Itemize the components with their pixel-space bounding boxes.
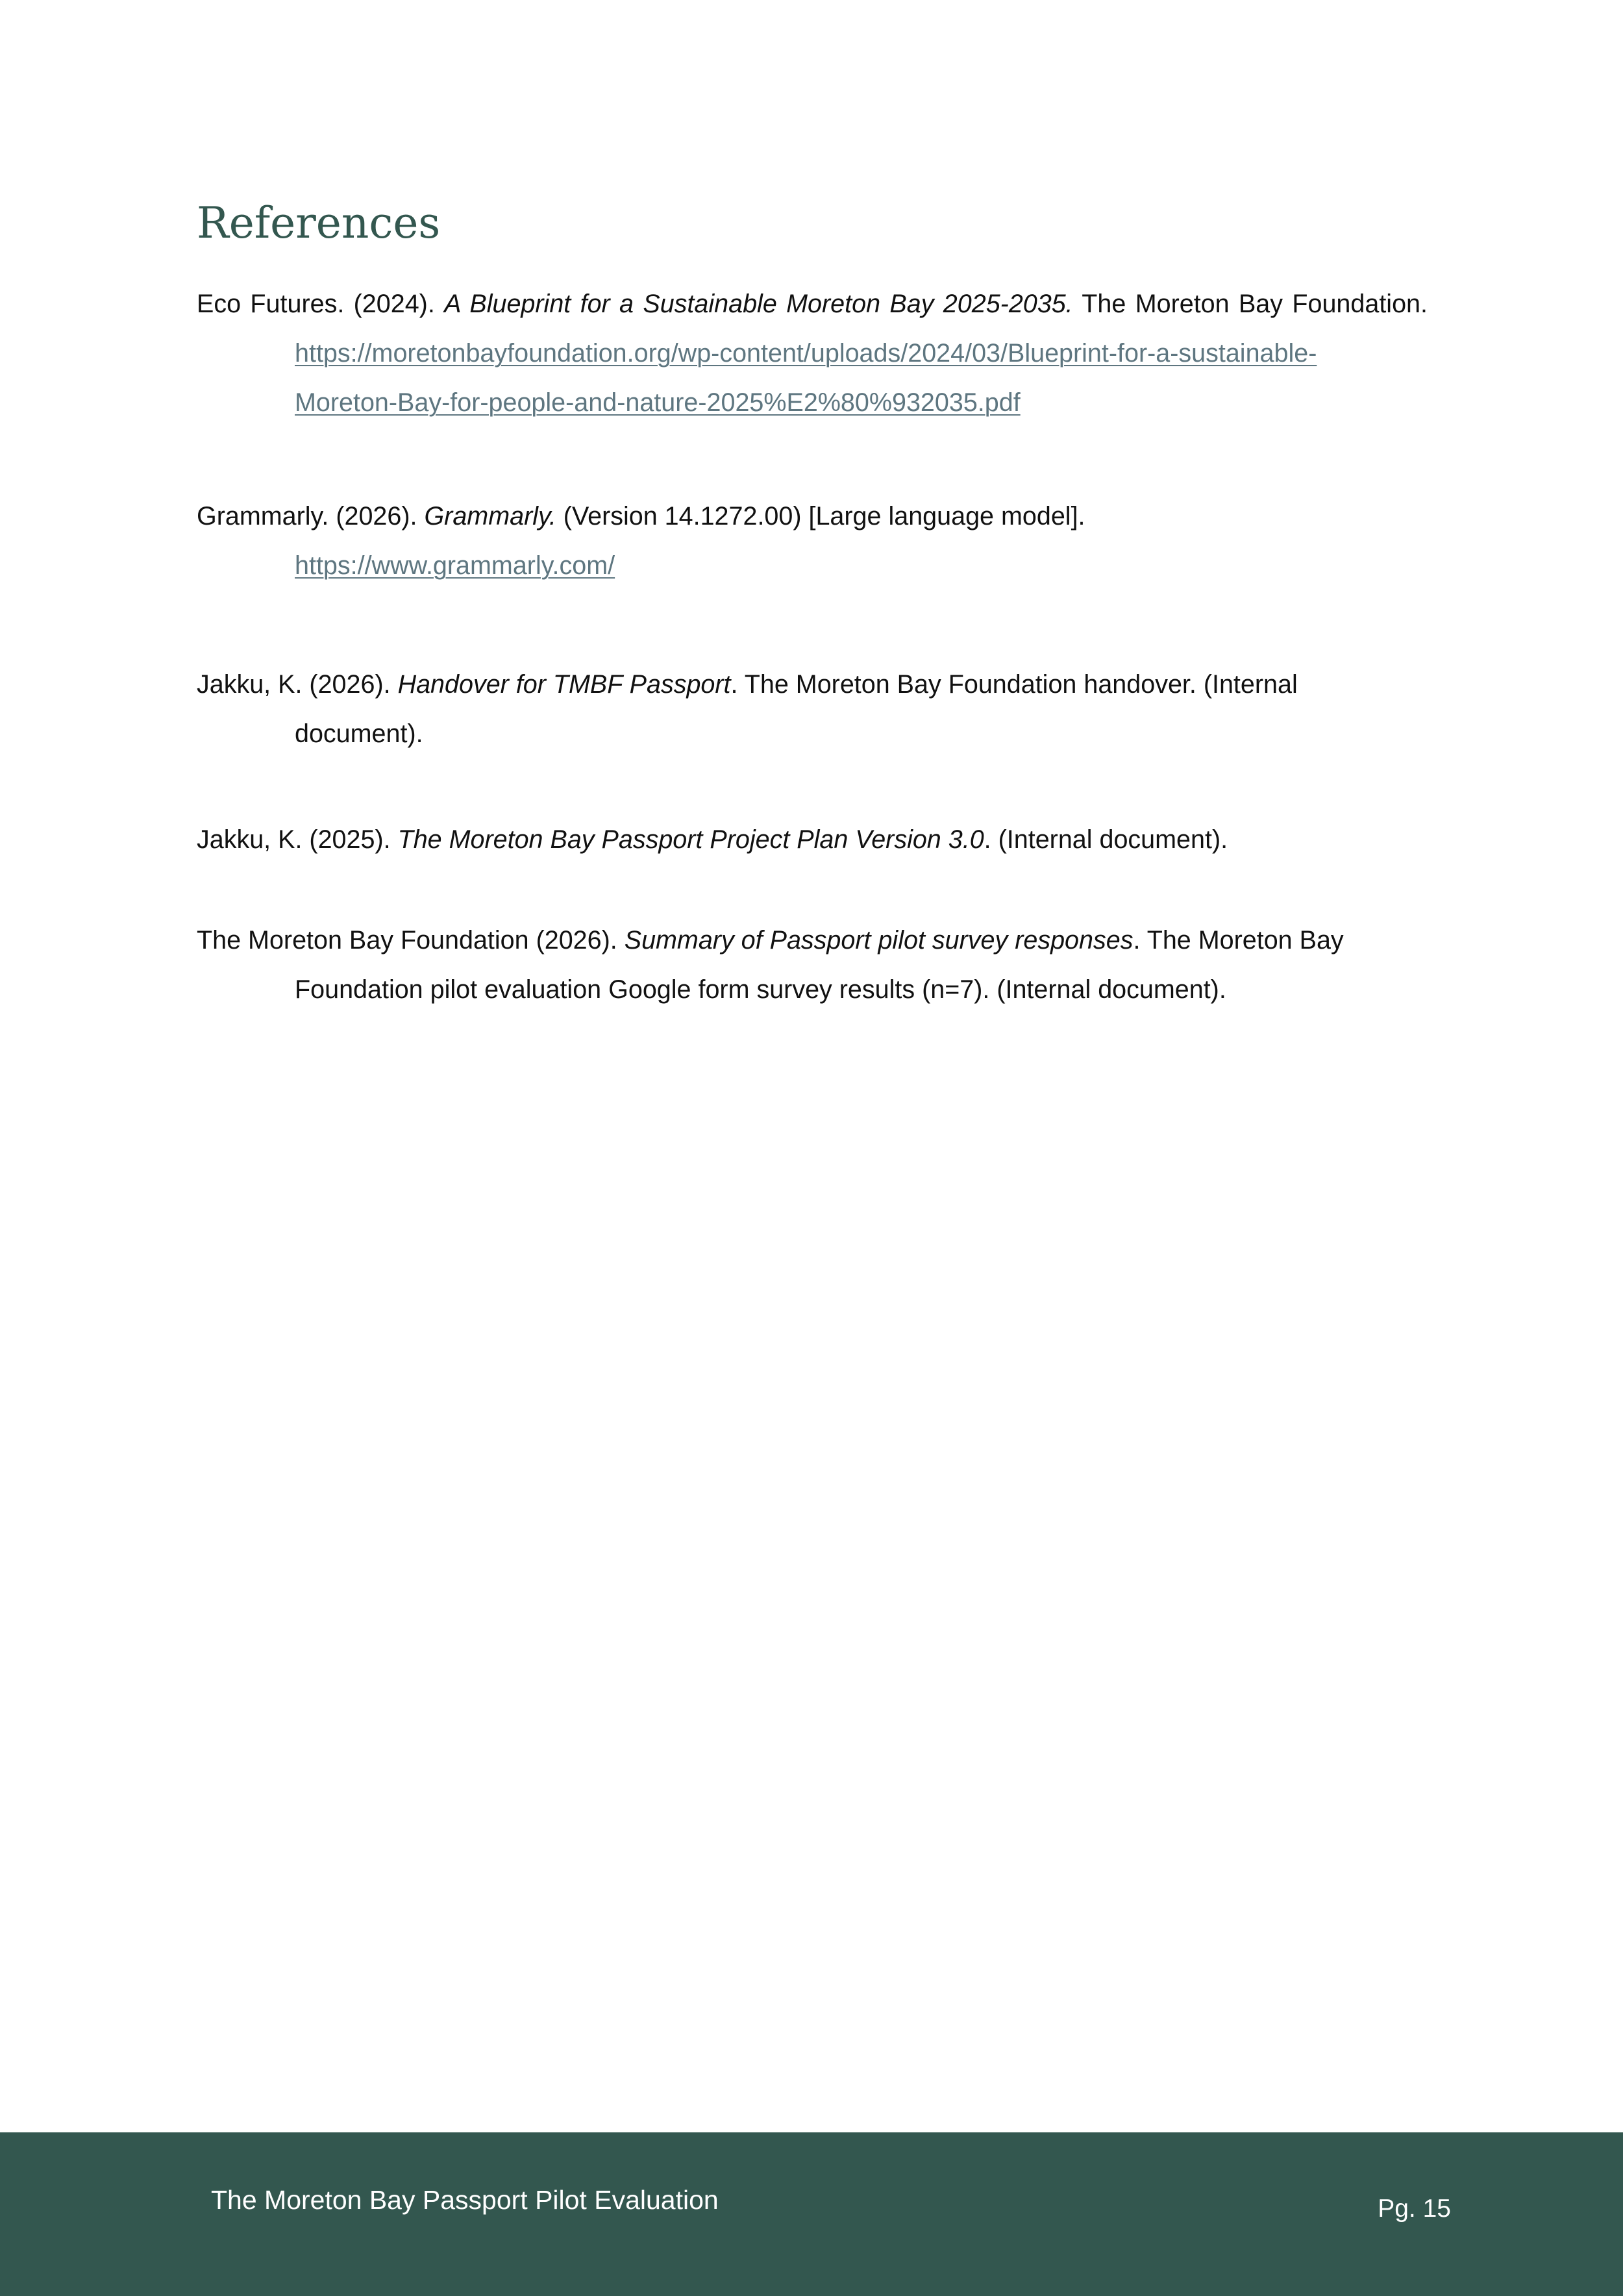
reference-first-line [197,279,1428,329]
page-title: References [197,198,441,248]
reference-title: Grammarly. [424,502,556,530]
reference-link[interactable]: https://www.grammarly.com/ [295,551,615,580]
reference-url-line [197,329,1430,378]
reference-author-date: Jakku, K. (2026). [197,670,398,699]
reference-url-line [197,378,1430,427]
footer-page-number: Pg. 15 [1378,2195,1451,2223]
reference-author-date: Eco Futures. (2024). [197,290,445,318]
reference-author-date: Jakku, K. (2025). [197,825,398,854]
reference-publisher: The Moreton Bay Foundation. [1072,290,1428,318]
reference-first-line [197,916,1430,965]
reference-details: (Version 14.1272.00) [Large language model]. [556,502,1085,530]
reference-link[interactable]: https://moretonbayfoundation.org/wp-content/uploads/2024/03/Blueprint-for-a-sustainable- [295,339,1317,368]
reference-entry [197,660,1430,758]
reference-details: . (Internal document). [984,825,1228,854]
reference-details: . The Moreton Bay Foundation handover. (Internal [730,670,1298,699]
reference-continuation: Foundation pilot evaluation Google form survey results (n=7). (Internal document). [295,975,1226,1004]
reference-author-date: The Moreton Bay Foundation (2026). [197,926,625,955]
page-footer [0,2132,1623,2296]
reference-continuation: document). [295,719,423,748]
reference-first-line [197,815,1430,864]
reference-title: A Blueprint for a Sustainable Moreton Bay 2025-2035. [444,290,1073,318]
reference-title: Summary of Passport pilot survey responses [624,926,1134,955]
reference-link[interactable]: Moreton-Bay-for-people-and-nature-2025%E2%80%932035.pdf [295,388,1021,417]
reference-title: Handover for TMBF Passport [397,670,731,699]
footer-document-title: The Moreton Bay Passport Pilot Evaluation [211,2185,719,2215]
reference-entry [197,815,1430,864]
reference-first-line [197,492,1430,541]
reference-entry [197,492,1430,590]
reference-title: The Moreton Bay Passport Project Plan Version 3.0 [397,825,984,854]
reference-first-line [197,660,1430,709]
reference-entry [197,916,1430,1014]
reference-details: . The Moreton Bay [1133,926,1344,955]
reference-entry [197,279,1430,427]
reference-url-line [197,541,1430,590]
reference-author-date: Grammarly. (2026). [197,502,425,530]
